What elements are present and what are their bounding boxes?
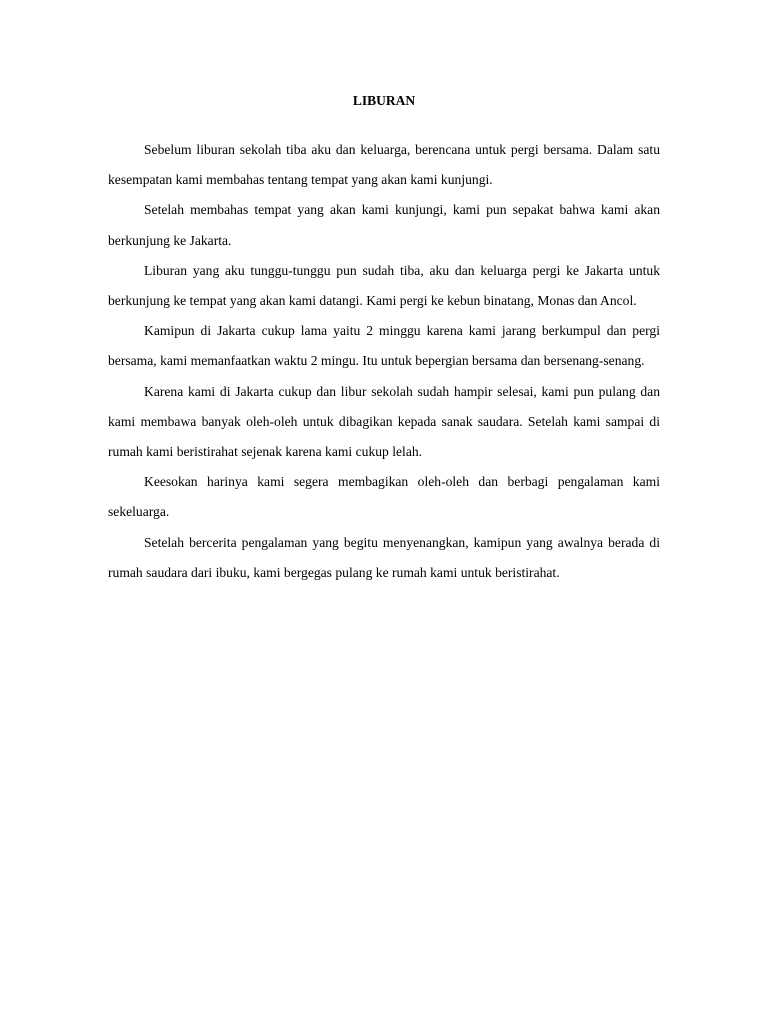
paragraph-5: Karena kami di Jakarta cukup dan libur sekolah sudah hampir selesai, kami pun pulang dan kami membawa banyak oleh-oleh untuk dibagikan kepada sanak saudara. Setelah kami sampai di rumah kami beristirahat sejenak karena kami cukup lelah.: [108, 383, 660, 460]
paragraph-7: Setelah bercerita pengalaman yang begitu menyenangkan, kamipun yang awalnya berada di rumah saudara dari ibuku, kami bergegas pulang ke rumah kami untuk beristirahat.: [108, 534, 660, 580]
paragraph-6: Keesokan harinya kami segera membagikan oleh-oleh dan berbagi pengalaman kami sekeluarga.: [108, 474, 660, 520]
paragraph-4: Kamipun di Jakarta cukup lama yaitu 2 minggu karena kami jarang berkumpul dan pergi bersama, kami memanfaatkan waktu 2 mingu. Itu untuk bepergian bersama dan bersenang-senang.: [108, 323, 660, 369]
paragraph-2: Setelah membahas tempat yang akan kami kunjungi, kami pun sepakat bahwa kami akan berkunjung ke Jakarta.: [108, 202, 660, 248]
paragraph-1: Sebelum liburan sekolah tiba aku dan keluarga, berencana untuk pergi bersama. Dalam satu kesempatan kami membahas tentang tempat yang akan kami kunjungi.: [108, 142, 660, 188]
document-body: [108, 135, 660, 588]
paragraph-3: Liburan yang aku tunggu-tunggu pun sudah tiba, aku dan keluarga pergi ke Jakarta untuk berkunjung ke tempat yang akan kami datangi. Kami pergi ke kebun binatang, Monas dan Ancol.: [108, 262, 660, 309]
document-title: LIBURAN: [352, 93, 416, 108]
